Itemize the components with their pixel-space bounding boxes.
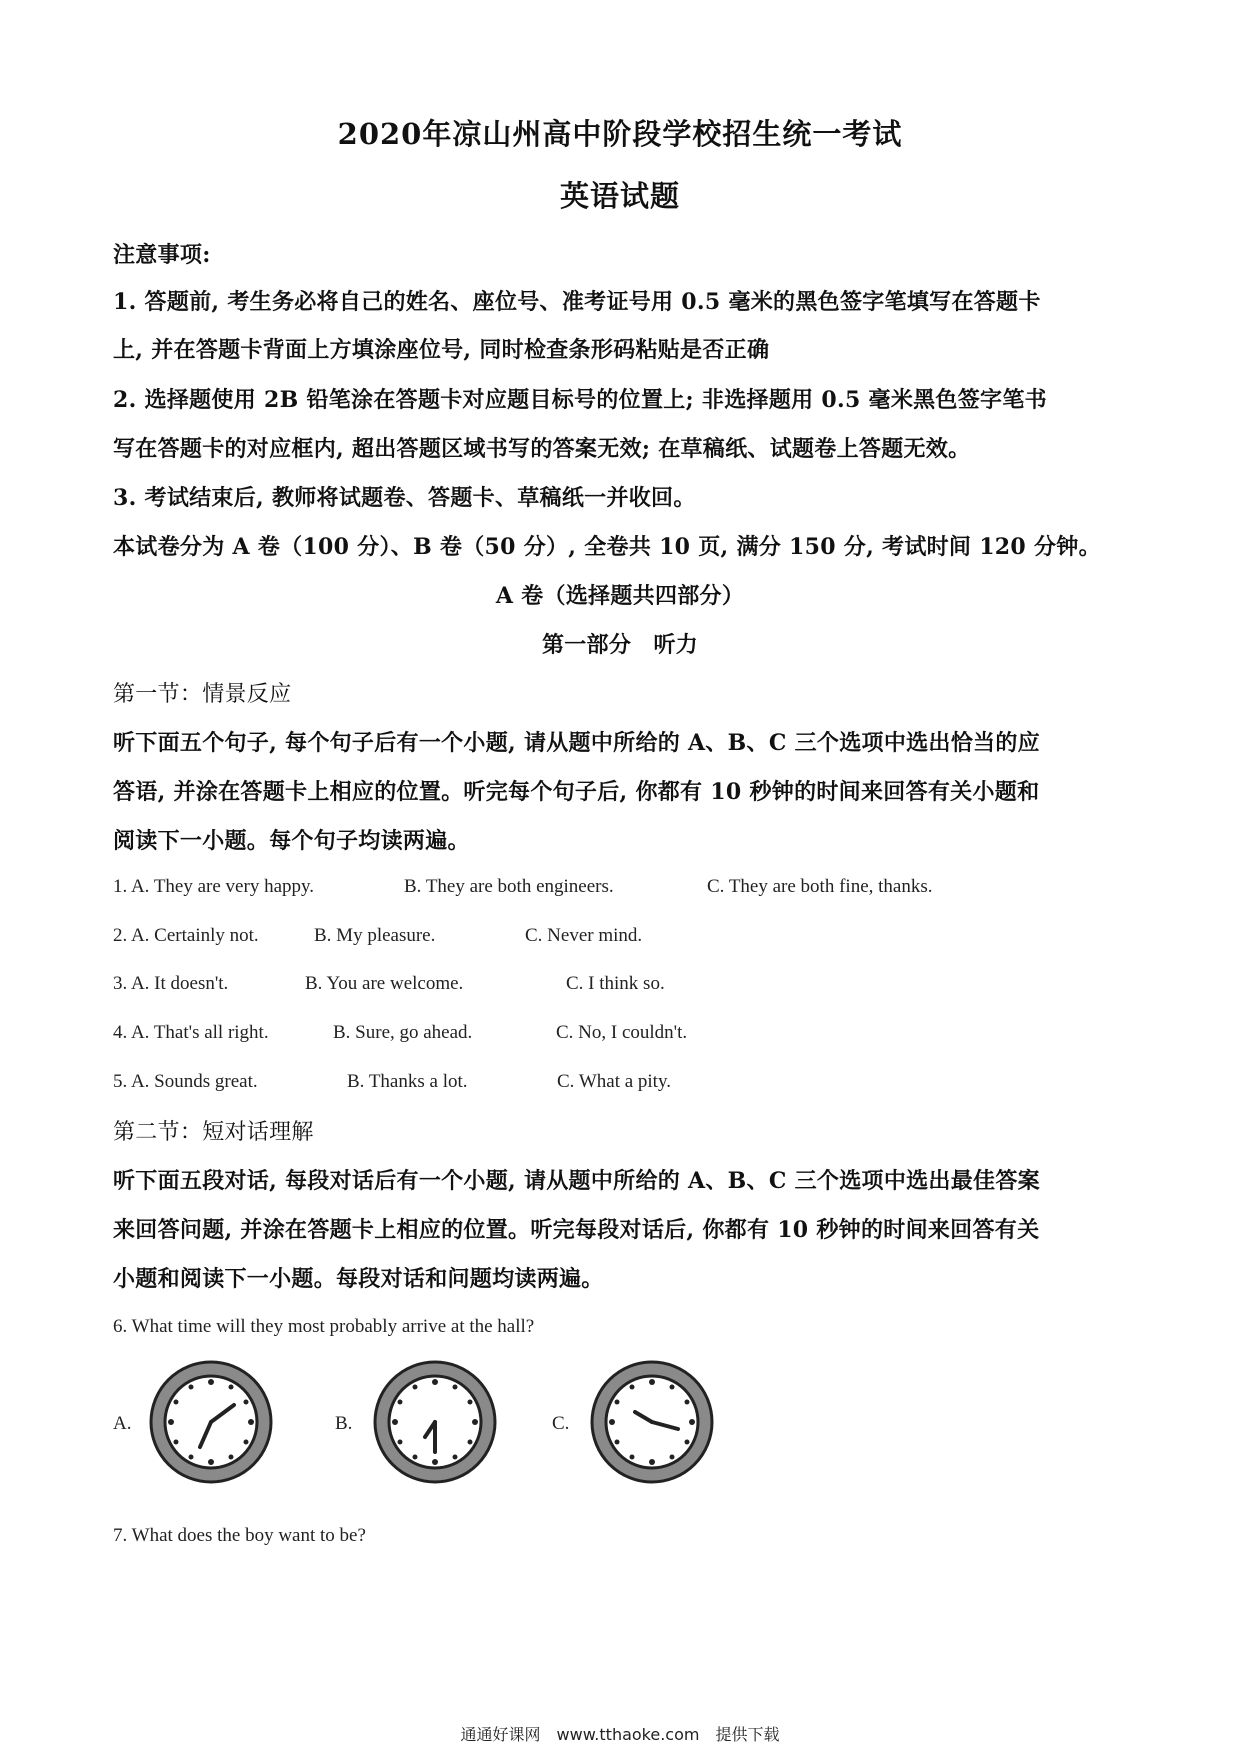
footer-source: 通通好课网 www.tthaoke.com 提供下载 bbox=[460, 1725, 780, 1744]
notice-item-2-line-1: 2. 选择题使用 2B 铅笔涂在答题卡对应题目标号的位置上; 非选择题用 0.5 毫米黑色签字笔书 bbox=[113, 387, 1047, 413]
option-a: 3. A. It doesn't. bbox=[113, 973, 229, 994]
notice-item-2-line-2: 写在答题卡的对应框内, 超出答题区域书写的答案无效; 在草稿纸、试题卷上答题无效。 bbox=[113, 436, 971, 462]
option-b: B. You are welcome. bbox=[305, 973, 464, 994]
exam-summary: 本试卷分为 A 卷（100 分）、B 卷（50 分）, 全卷共 10 页, 满分 150 分, 考试时间 120 分钟。 bbox=[113, 534, 1101, 560]
option-a: 5. A. Sounds great. bbox=[113, 1071, 258, 1092]
clock-icon-c bbox=[587, 1357, 717, 1487]
section-1-title: 第一节：情景反应 bbox=[113, 682, 292, 707]
part-a-heading: A 卷（选择题共四部分） bbox=[495, 583, 745, 609]
option-a: 2. A. Certainly not. bbox=[113, 925, 259, 946]
option-c: C. I think so. bbox=[566, 973, 665, 994]
notice-heading: 注意事项: bbox=[113, 242, 211, 268]
option-c: C. Never mind. bbox=[525, 925, 643, 946]
clock-label-b: B. bbox=[335, 1413, 353, 1434]
clock-icon-a bbox=[146, 1357, 276, 1487]
notice-item-1-line-2: 上, 并在答题卡背面上方填涂座位号, 同时检查条形码粘贴是否正确 bbox=[113, 337, 770, 363]
clock-label-a: A. bbox=[113, 1413, 132, 1434]
clock-label-c: C. bbox=[552, 1413, 570, 1434]
clock-icon-b bbox=[370, 1357, 500, 1487]
option-b: B. My pleasure. bbox=[314, 925, 436, 946]
section-2-title: 第二节：短对话理解 bbox=[113, 1120, 314, 1145]
option-c: C. They are both fine, thanks. bbox=[707, 876, 933, 897]
part-1-heading: 第一部分 听力 bbox=[541, 632, 699, 658]
option-b: B. They are both engineers. bbox=[404, 876, 614, 897]
section-1-instruction-line-3: 阅读下一小题。每个句子均读两遍。 bbox=[113, 828, 470, 854]
notice-item-3: 3. 考试结束后, 教师将试题卷、答题卡、草稿纸一并收回。 bbox=[113, 485, 696, 511]
exam-subtitle: 英语试题 bbox=[559, 179, 680, 213]
notice-item-1-line-1: 1. 答题前, 考生务必将自己的姓名、座位号、准考证号用 0.5 毫米的黑色签字笔填写在答题卡 bbox=[113, 289, 1041, 315]
section-2-instruction-line-1: 听下面五段对话, 每段对话后有一个小题, 请从题中所给的 A、B、C 三个选项中选出最佳答案 bbox=[113, 1168, 1040, 1194]
option-a: 1. A. They are very happy. bbox=[113, 876, 315, 897]
option-c: C. No, I couldn't. bbox=[556, 1022, 688, 1043]
exam-title: 2020年凉山州高中阶段学校招生统一考试 bbox=[337, 117, 903, 151]
option-c: C. What a pity. bbox=[557, 1071, 671, 1092]
option-a: 4. A. That's all right. bbox=[113, 1022, 269, 1043]
section-1-instruction-line-1: 听下面五个句子, 每个句子后有一个小题, 请从题中所给的 A、B、C 三个选项中选出恰当的应 bbox=[113, 730, 1040, 756]
option-b: B. Thanks a lot. bbox=[347, 1071, 468, 1092]
section-2-instruction-line-3: 小题和阅读下一小题。每段对话和问题均读两遍。 bbox=[113, 1266, 604, 1292]
question-6: 6. What time will they most probably arrive at the hall? bbox=[113, 1316, 535, 1337]
question-7: 7. What does the boy want to be? bbox=[113, 1525, 366, 1546]
section-2-instruction-line-2: 来回答问题, 并涂在答题卡上相应的位置。听完每段对话后, 你都有 10 秒钟的时间来回答有关 bbox=[113, 1217, 1040, 1243]
option-b: B. Sure, go ahead. bbox=[333, 1022, 473, 1043]
section-1-instruction-line-2: 答语, 并涂在答题卡上相应的位置。听完每个句子后, 你都有 10 秒钟的时间来回答有关小题和 bbox=[113, 779, 1040, 805]
